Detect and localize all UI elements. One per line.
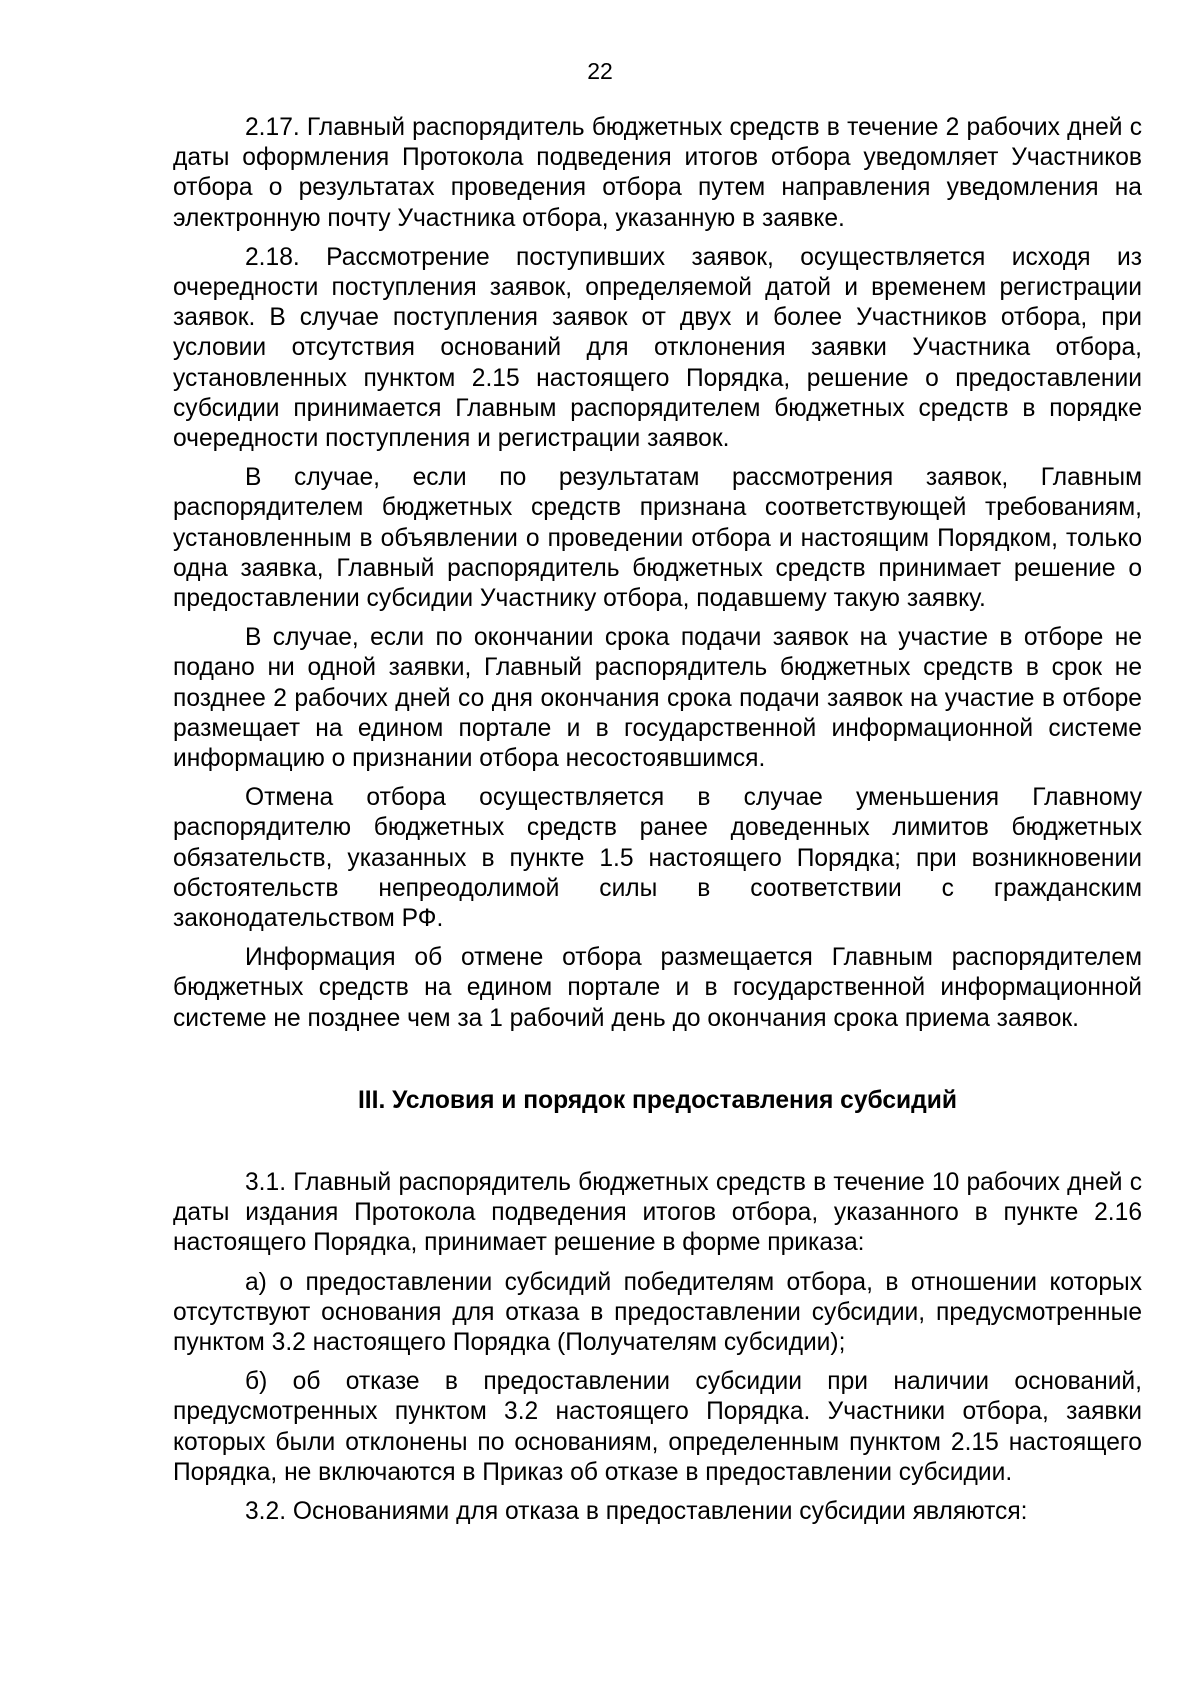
paragraph-3-2: 3.2. Основаниями для отказа в предоставлении субсидии являются: — [245, 1497, 1028, 1525]
paragraph-single-application: В случае, если по результатам рассмотрения заявок, Главным распорядителем бюджетных средств признана соответствующей требованиям, установленным в объявлении о проведении отбора и настоящим Порядком, только одна заявка, Главный распорядитель бюджетных средств принимает решение о предоставлении субсидии Участнику отбора, подавшему такую заявку. — [173, 464, 1142, 613]
document-body — [173, 113, 1142, 1536]
paragraph-cancellation-info: Информация об отмене отбора размещается Главным распорядителем бюджетных средств на едином портале и в государственной информационной системе не позднее чем за 1 рабочий день до окончания срока приема заявок. — [173, 944, 1142, 1032]
page-number: 22 — [587, 58, 613, 84]
paragraph-3-1-a: а) о предоставлении субсидий победителям отбора, в отношении которых отсутствуют основания для отказа в предоставлении субсидии, предусмотренные пунктом 3.2 настоящего Порядка (Получателям субсидии); — [173, 1268, 1142, 1356]
paragraph-selection-cancellation: Отмена отбора осуществляется в случае уменьшения Главному распорядителю бюджетных средств ранее доведенных лимитов бюджетных обязательств, указанных в пункте 1.5 настоящего Порядка; при возникновении обстоятельств непреодолимой силы в соответствии с гражданским законодательством РФ. — [173, 784, 1142, 933]
paragraph-3-1: 3.1. Главный распорядитель бюджетных средств в течение 10 рабочих дней с даты издания Протокола подведения итогов отбора, указанного в пункте 2.16 настоящего Порядка, принимает решение в форме приказа: — [173, 1168, 1142, 1257]
paragraph-2-18: 2.18. Рассмотрение поступивших заявок, осуществляется исходя из очередности поступления заявок, определяемой датой и временем регистрации заявок. В случае поступления заявок от двух и более Участников отбора, при условии отсутствия оснований для отклонения заявки Участника отбора, установленных пунктом 2.15 настоящего Порядка, решение о предоставлении субсидии принимается Главным распорядителем бюджетных средств в порядке очередности поступления и регистрации заявок. — [173, 243, 1142, 453]
paragraph-no-applications: В случае, если по окончании срока подачи заявок на участие в отборе не подано ни одной заявки, Главный распорядитель бюджетных средств в срок не позднее 2 рабочих дней со дня окончания срока подачи заявок на участие в отборе размещает на едином портале и в государственной информационной системе информацию о признании отбора несостоявшимся. — [173, 624, 1142, 773]
section-heading: III. Условия и порядок предоставления субсидий — [357, 1086, 958, 1114]
paragraph-3-1-b: б) об отказе в предоставлении субсидии при наличии оснований, предусмотренных пунктом 3.2 настоящего Порядка. Участники отбора, заявки которых были отклонены по основаниям, определенным пунктом 2.15 настоящего Порядка, не включаются в Приказ об отказе в предоставлении субсидии. — [173, 1368, 1142, 1486]
paragraph-2-17: 2.17. Главный распорядитель бюджетных средств в течение 2 рабочих дней с даты оформления Протокола подведения итогов отбора уведомляет Участников отбора о результатах проведения отбора путем направления уведомления на электронную почту Участника отбора, указанную в заявке. — [173, 114, 1142, 232]
